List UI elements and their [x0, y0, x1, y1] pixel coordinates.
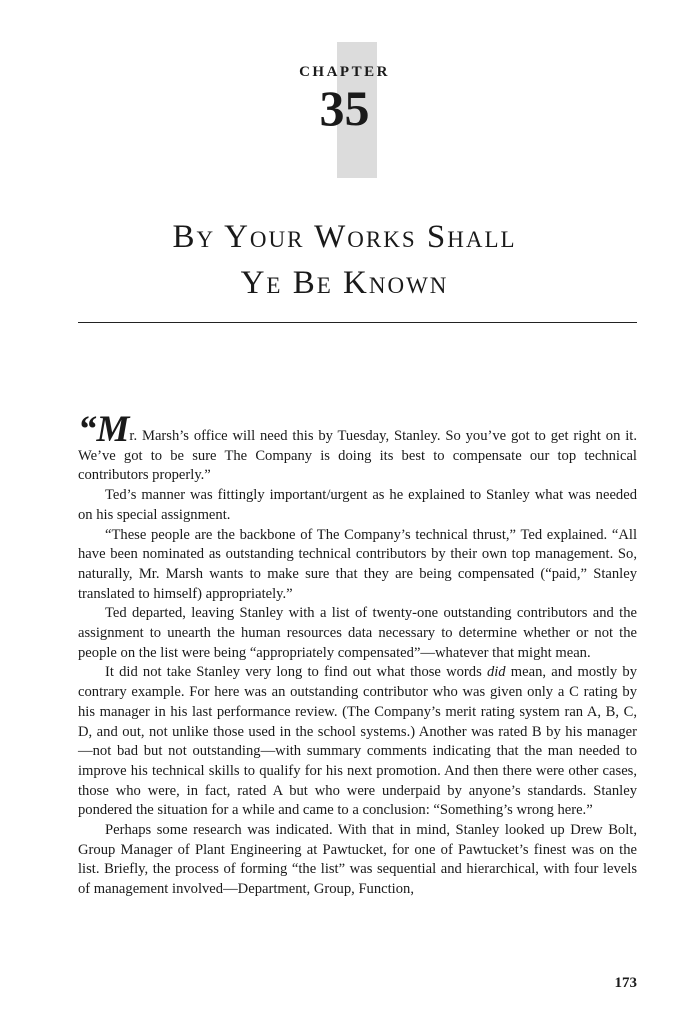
paragraph-6: Perhaps some research was indicated. With that in mind, Stanley looked up Drew Bolt, Group Manager of Plant Engineering at Pawtucket, for one of Pawtucket’s finest was on the list. Briefly, the process of forming “the list” was sequential and hierarchical, with four levels of management involved—Department, Group, Function,	[78, 822, 637, 898]
chapter-title	[0, 214, 689, 306]
paragraph-5-text-a: It did not take Stanley very long to find out what those words	[105, 664, 487, 681]
paragraph-4: Ted departed, leaving Stanley with a list of twenty-one outstanding contributors and the assignment to unearth the human resources data necessary to determine whether or not the people on the list were being “appropriately compensated”—whatever that might mean.	[78, 605, 637, 661]
paragraph-5	[78, 663, 637, 821]
chapter-label: CHAPTER	[299, 64, 390, 80]
paragraph-5-emphasis: did	[486, 664, 506, 681]
page-number: 173	[614, 975, 637, 991]
paragraph-2: Ted’s manner was fittingly important/urgent as he explained to Stanley what was needed on his special assignment.	[78, 487, 637, 523]
paragraph-1	[78, 409, 637, 486]
paragraph-5-text-b: mean, and mostly by contrary example. For here was an outstanding contributor who was given only a C rating by his manager in his last performance review. (The Company’s merit rating system ran A, B, C, D, and out, not unlike those used in the school systems.) Another was rated B by his manager—not bad but not outstanding—with summary comments indicating that the man needed to improve his technical skills to qualify for his next promotion. And then there were other cases, those who were, in fact, rated A but who were underpaid by anyone’s standards. Stanley pondered the situation for a while and came to a conclusion: “Something’s wrong here.”	[78, 664, 638, 819]
chapter-title-line-1: By Your Works Shall	[172, 219, 517, 255]
paragraph-3: “These people are the backbone of The Company’s technical thrust,” Ted explained. “All have been nominated as outstanding technical contributors by their own top management. So, naturally, Mr. Marsh wants to make sure that they are being compensated (“paid,” Stanley translated to himself) appropriately.”	[78, 526, 637, 602]
paragraph-1-text: r. Marsh’s office will need this by Tuesday, Stanley. So you’ve got to get right on it. We’ve got to be sure The Company is doing its best to compensate our top technical contributors properly.”	[78, 428, 637, 484]
body-text	[78, 409, 638, 900]
chapter-title-line-2: Ye Be Known	[240, 265, 449, 301]
drop-cap: “M	[78, 409, 130, 450]
title-divider	[78, 322, 637, 323]
chapter-number: 35	[319, 80, 370, 136]
